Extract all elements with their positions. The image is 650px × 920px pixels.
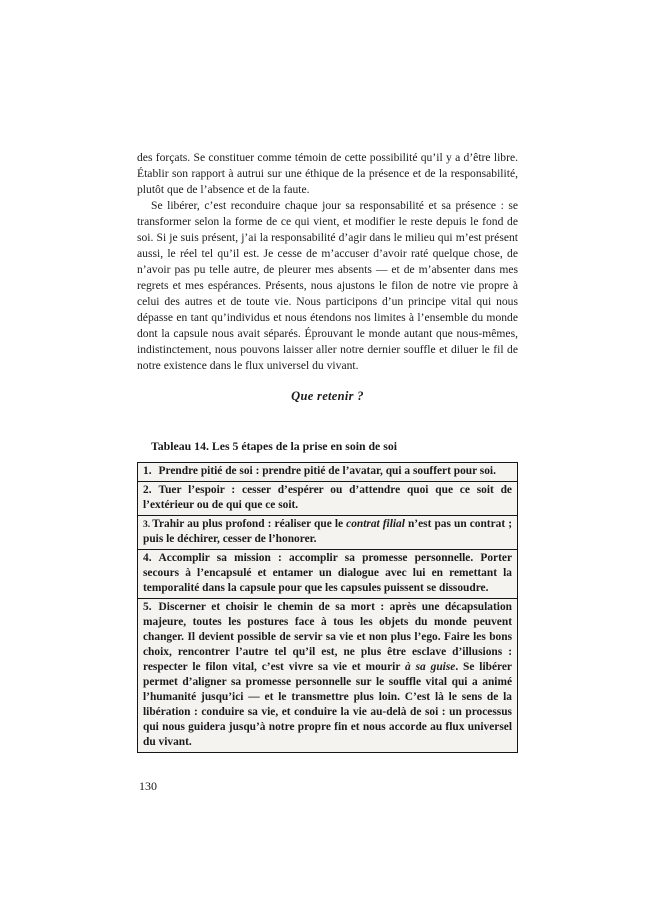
paragraph: Se libérer, c’est reconduire chaque jour sa responsabilité et sa présence : se transformer selon la forme de ce qui vient, et modifier le reste depuis le fond de soi. Si je suis présent, j’ai la responsabilité d’agir dans le milieu qui m’est présent aussi, le réel tel qu’il est. Je cesse de m’accuser d’avoir raté quelque chose, de n’avoir pas pu telle autre, de pleurer mes absents — et de m’absenter dans mes regrets et mes espérances. Présents, nous ajustons le filon de notre vie propre à celui des autres et de toute vie. Nous participons d’un principe vital qui nous dépasse en tant qu’individus et nous étendons nos limites à l’ensemble du monde dont la capsule nous avait séparés. Éprouvant le monde autant que nous-mêmes, indistinctement, nous pouvons laisser aller notre dernier souffle et diluer le fil de notre existence dans le flux universel du vivant.: [137, 199, 518, 372]
section-heading: Que retenir ?: [291, 389, 364, 403]
row-text-segment: à sa guise: [405, 661, 456, 673]
table-row: [138, 463, 517, 482]
row-number: 5.: [143, 601, 152, 613]
row-text-segment: Prendre pitié de soi : prendre pitié de l’avatar, qui a souffert pour soi.: [158, 465, 496, 477]
table-row: [138, 599, 517, 752]
page-number: 130: [139, 779, 157, 793]
table-row: [138, 482, 517, 516]
table-row: [138, 550, 517, 599]
table-row: [138, 516, 517, 550]
table: [137, 462, 518, 753]
row-number: 2.: [143, 484, 152, 496]
paragraph-continuation: des forçats. Se constituer comme témoin de cette possibilité qu’il y a d’être libre. Établir son rapport à autrui sur une éthique de la présence et de la responsabilité, plutôt que de l’absence et de la faute.: [137, 151, 518, 196]
row-text-segment: Trahir au plus profond : réaliser que le: [152, 518, 347, 530]
row-number: 3.: [143, 519, 151, 530]
table-caption: Tableau 14. Les 5 étapes de la prise en soin de soi: [151, 439, 398, 453]
row-text-segment: Accomplir sa mission : accomplir sa promesse personnelle. Porter secours à l’encapsulé et entamer un dialogue avec lui en remettant la temporalité dans la capsule pour que les capsules puissent se dissoudre.: [143, 552, 512, 594]
page-content: [137, 150, 518, 753]
row-text-segment: contrat filial: [346, 518, 405, 530]
row-text-segment: Tuer l’espoir : cesser d’espérer ou d’attendre quoi que ce soit de l’extérieur ou de qui que ce soit.: [143, 484, 512, 511]
row-number: 1.: [143, 465, 152, 477]
row-text-segment: Discerner et choisir le chemin de sa mort : après une décapsulation majeure, toutes les postures face à tous les objets du monde peuvent changer. Il devient possible de servir sa vie et non plus l’ego. Faire les bons choix, rencontrer l’autre tel qu’il est, ne plus être esclave d’illusions : respecter le filon vital, c’est vivre sa vie et mourir: [143, 601, 512, 673]
row-text-segment: n’est pas un contrat ; puis le déchirer, cesser de l’honorer.: [143, 518, 512, 545]
row-text-segment: . Se libérer permet d’aligner sa promesse personnelle sur le souffle vital qui a animé l’humanité jusqu’ici — et le transmettre plus loin. C’est là le sens de la libération : conduire sa vie, et conduire la vie au-delà de soi : un processus qui nous guidera jusqu’à notre propre fin et nous accorde au flux universel du vivant.: [143, 661, 512, 748]
row-number: 4.: [143, 552, 152, 564]
